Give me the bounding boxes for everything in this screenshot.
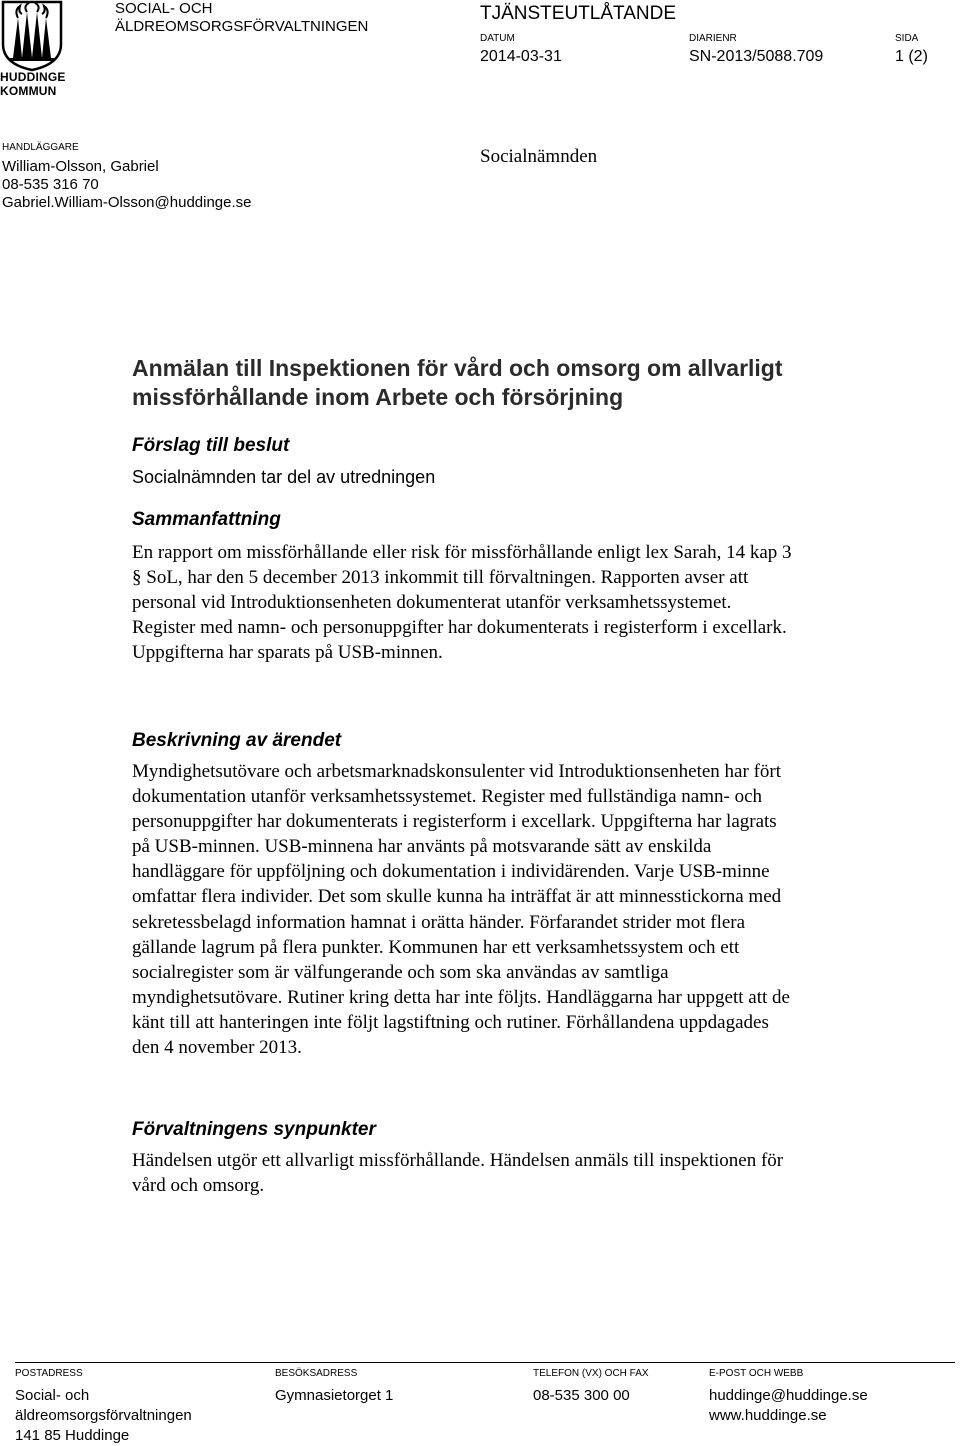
diary-number-value: SN-2013/5088.709 bbox=[689, 48, 824, 65]
logo-text-line1: HUDDINGE bbox=[0, 70, 66, 84]
diary-number-label: DIARIENR bbox=[689, 33, 737, 44]
document-type: TJÄNSTEUTLÅTANDE bbox=[480, 3, 677, 24]
description-heading: Beskrivning av ärendet bbox=[132, 730, 342, 751]
footer-phone bbox=[533, 1368, 649, 1406]
visiting-address-line1: Gymnasietorget 1 bbox=[275, 1387, 394, 1404]
postal-address-line3: 141 85 Huddinge bbox=[15, 1427, 130, 1444]
visiting-address-label: BESÖKSADRESS bbox=[275, 1368, 358, 1379]
huddinge-logo bbox=[0, 0, 70, 100]
description-paragraph: Myndighetsutövare och arbetsmarknadskonsulenter vid Introduktionsenheten har fört dokumentation utanför verksamhetssystemet. Register med fullständiga namn- och personuppgifter har dokumenterats i registerform i excellark. Uppgifterna har lagrats på USB-minnen. USB-minnena har använts på motsvarande sätt av enskilda handläggare för uppföljning och dokumentation i individärenden. Varje USB-minne omfattar flera individer. Det som skulle kunna ha inträffat är att minnesstickorna med sekretessbelagd information hamnat i orätta händer. Förfarandet strider mot flera gällande lagrum på flera punkter. Kommunen har ett verksamhetssystem och ett socialregister som är välfungerande och som ska användas av samtliga myndighetsutövare. Rutiner kring detta har inte följts. Handläggarna har uppgett att de känt till att hanteringen inte följt lagstiftning och rutiner. Förhållandena uppdagades den 4 november 2013. bbox=[132, 761, 790, 1059]
coat-of-arms-icon bbox=[0, 0, 64, 72]
handler-block bbox=[2, 142, 252, 212]
page-number: 1 (2) bbox=[895, 48, 928, 65]
email-web-label: E-POST OCH WEBB bbox=[709, 1368, 804, 1379]
department-name: SOCIAL- OCH ÄLDREOMSORGSFÖRVALTNINGEN bbox=[115, 0, 369, 35]
footer-postal-address bbox=[15, 1368, 192, 1446]
viewpoints-heading: Förvaltningens synpunkter bbox=[132, 1119, 376, 1140]
footer-website: www.huddinge.se bbox=[709, 1407, 827, 1424]
handler-label: HANDLÄGGARE bbox=[2, 142, 79, 153]
footer-email-web bbox=[709, 1368, 868, 1426]
recipient: Socialnämnden bbox=[480, 146, 598, 167]
document-title: Anmälan till Inspektionen för vård och omsorg om allvarligt missförhållande inom Arbete och försörjning bbox=[132, 355, 783, 410]
summary-heading: Sammanfattning bbox=[132, 509, 281, 530]
postal-address-line2: äldreomsorgsförvaltningen bbox=[15, 1407, 192, 1424]
footer-divider bbox=[15, 1362, 955, 1363]
postal-address-label: POSTADRESS bbox=[15, 1368, 83, 1379]
footer-email: huddinge@huddinge.se bbox=[709, 1387, 868, 1404]
postal-address-line1: Social- och bbox=[15, 1387, 90, 1404]
phone-label: TELEFON (VX) OCH FAX bbox=[533, 1368, 649, 1379]
summary-text bbox=[132, 540, 792, 665]
viewpoints-text bbox=[132, 1148, 792, 1198]
handler-phone: 08-535 316 70 bbox=[2, 176, 99, 193]
summary-paragraph: En rapport om missförhållande eller risk för missförhållande enligt lex Sarah, 14 kap 3 § SoL, har den 5 december 2013 inkommit till förvaltningen. Rapporten avser att personal vid Introduktionsenheten dokumenterat utanför verksamhetssystemet. Register med namn- och personuppgifter har dokumenterats i registerform i excellark. Uppgifterna har sparats på USB-minnen. bbox=[132, 542, 792, 664]
phone-number: 08-535 300 00 bbox=[533, 1387, 630, 1404]
logo-text-line2: KOMMUN bbox=[0, 84, 57, 98]
proposal-heading: Förslag till beslut bbox=[132, 435, 290, 456]
date-value: 2014-03-31 bbox=[480, 48, 562, 65]
date-label: DATUM bbox=[480, 33, 515, 44]
page-label: SIDA bbox=[895, 33, 919, 44]
handler-email: Gabriel.William-Olsson@huddinge.se bbox=[2, 194, 252, 211]
handler-name: William-Olsson, Gabriel bbox=[2, 158, 159, 175]
description-text bbox=[132, 759, 792, 1060]
footer-visiting-address bbox=[275, 1368, 393, 1406]
proposal-text: Socialnämnden tar del av utredningen bbox=[132, 467, 436, 487]
viewpoints-paragraph: Händelsen utgör ett allvarligt missförhållande. Händelsen anmäls till inspektionen för vård och omsorg. bbox=[132, 1150, 784, 1197]
